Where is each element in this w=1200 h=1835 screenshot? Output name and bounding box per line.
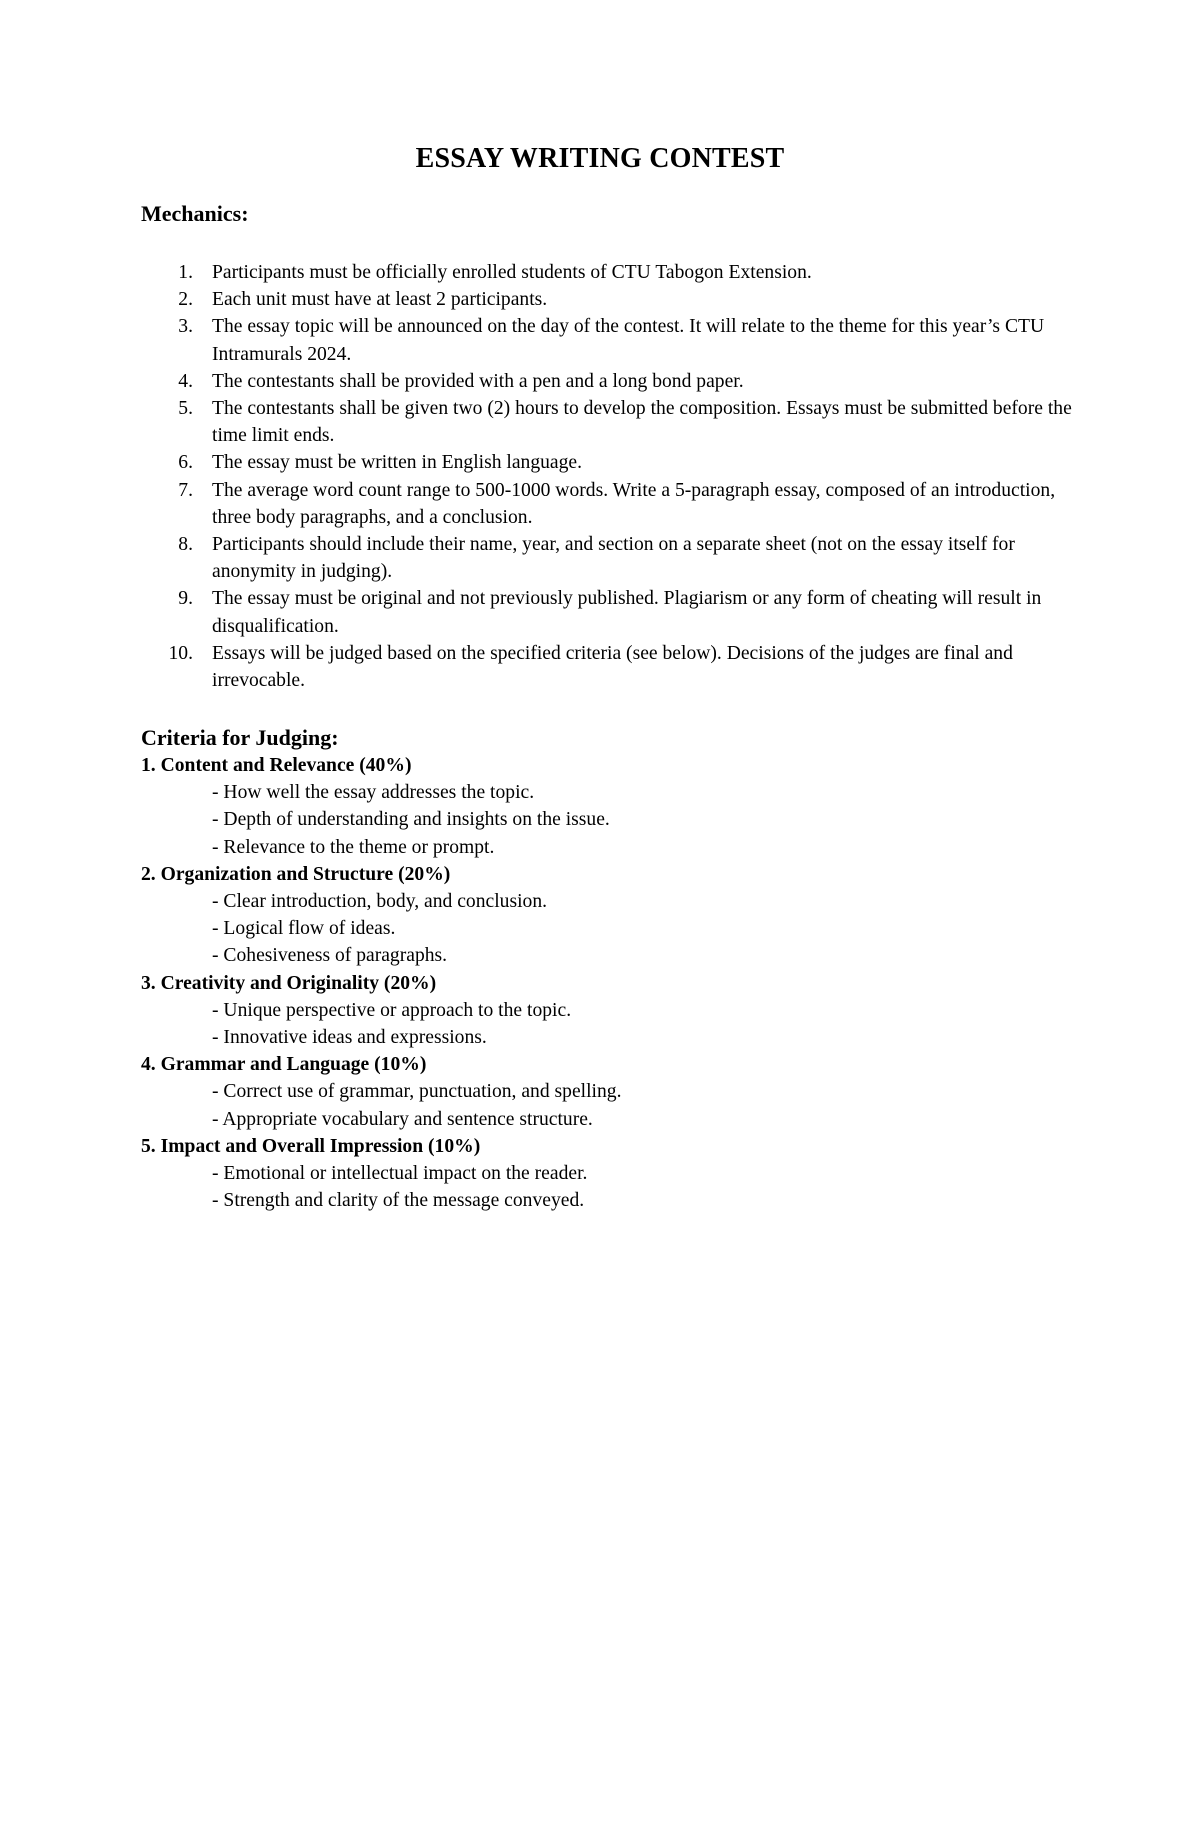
mechanics-item-text: The essay topic will be announced on the day of the contest. It will relate to the theme for this year’s CTU Intramurals 2024. <box>212 316 1045 365</box>
mechanics-item <box>141 313 1081 367</box>
criterion-title: 2. Organization and Structure (20%) <box>141 863 451 885</box>
mechanics-item-number: 9. <box>178 588 193 610</box>
mechanics-item-text: Each unit must have at least 2 participants. <box>212 289 548 311</box>
mechanics-item-text: Participants must be officially enrolled students of CTU Tabogon Extension. <box>212 262 812 283</box>
criterion-title: 3. Creativity and Originality (20%) <box>141 972 437 994</box>
mechanics-item-text: Participants should include their name, year, and section on a separate sheet (not on the essay itself for anonymity in judging). <box>212 534 1015 583</box>
mechanics-item <box>141 477 1081 531</box>
mechanics-item-text: The contestants shall be given two (2) hours to develop the composition. Essays must be submitted before the time limit ends. <box>212 398 1072 447</box>
criterion-point: - Strength and clarity of the message conveyed. <box>212 1190 585 1212</box>
mechanics-item <box>141 449 1081 476</box>
mechanics-item <box>141 286 1081 313</box>
mechanics-item-number: 8. <box>178 534 193 556</box>
mechanics-item-text: The average word count range to 500-1000 words. Write a 5-paragraph essay, composed of an introduction, three body paragraphs, and a conclusion. <box>212 479 1056 528</box>
mechanics-item-number: 3. <box>178 316 193 338</box>
mechanics-item-number: 6. <box>178 452 193 474</box>
mechanics-item-number: 5. <box>178 398 193 420</box>
mechanics-item-text: Essays will be judged based on the specified criteria (see below). Decisions of the judges are final and irrevocable. <box>212 642 1013 692</box>
criterion-title: 4. Grammar and Language (10%) <box>141 1054 427 1076</box>
page-title: ESSAY WRITING CONTEST <box>415 143 785 174</box>
criterion-point: - Clear introduction, body, and conclusion. <box>212 891 548 913</box>
mechanics-item <box>141 368 1081 395</box>
criterion-point: - Innovative ideas and expressions. <box>212 1027 487 1049</box>
mechanics-item-number: 10. <box>168 642 193 664</box>
mechanics-item <box>141 531 1081 585</box>
criterion-point: - Appropriate vocabulary and sentence structure. <box>212 1108 593 1130</box>
mechanics-item-number: 2. <box>178 289 193 311</box>
mechanics-item-text: The essay must be original and not previously published. Plagiarism or any form of cheating will result in disqualification. <box>212 588 1042 637</box>
criterion-point: - How well the essay addresses the topic. <box>212 782 535 804</box>
criterion-point: - Unique perspective or approach to the topic. <box>212 999 572 1021</box>
criterion-point: - Depth of understanding and insights on the issue. <box>212 809 610 831</box>
criterion-title: 5. Impact and Overall Impression (10%) <box>141 1135 481 1157</box>
criteria-list <box>141 752 1081 1214</box>
mechanics-item-number: 1. <box>178 262 193 283</box>
mechanics-item-text: The contestants shall be provided with a pen and a long bond paper. <box>212 370 744 392</box>
criterion-point: - Relevance to the theme or prompt. <box>212 836 495 858</box>
mechanics-item <box>141 585 1081 639</box>
criterion-point: - Emotional or intellectual impact on the reader. <box>212 1163 588 1185</box>
criterion-point: - Cohesiveness of paragraphs. <box>212 945 448 967</box>
criterion-title: 1. Content and Relevance (40%) <box>141 755 412 776</box>
mechanics-item <box>141 640 1081 694</box>
mechanics-item <box>141 395 1081 449</box>
criterion-point: - Correct use of grammar, punctuation, and spelling. <box>212 1081 622 1103</box>
mechanics-item-number: 7. <box>178 479 193 501</box>
criterion-point: - Logical flow of ideas. <box>212 918 396 940</box>
mechanics-list <box>141 259 1081 694</box>
mechanics-item <box>141 259 1081 286</box>
mechanics-item-text: The essay must be written in English language. <box>212 452 583 474</box>
criteria-heading: Criteria for Judging: <box>141 725 339 750</box>
mechanics-item-number: 4. <box>178 370 193 392</box>
mechanics-heading: Mechanics: <box>141 201 249 226</box>
